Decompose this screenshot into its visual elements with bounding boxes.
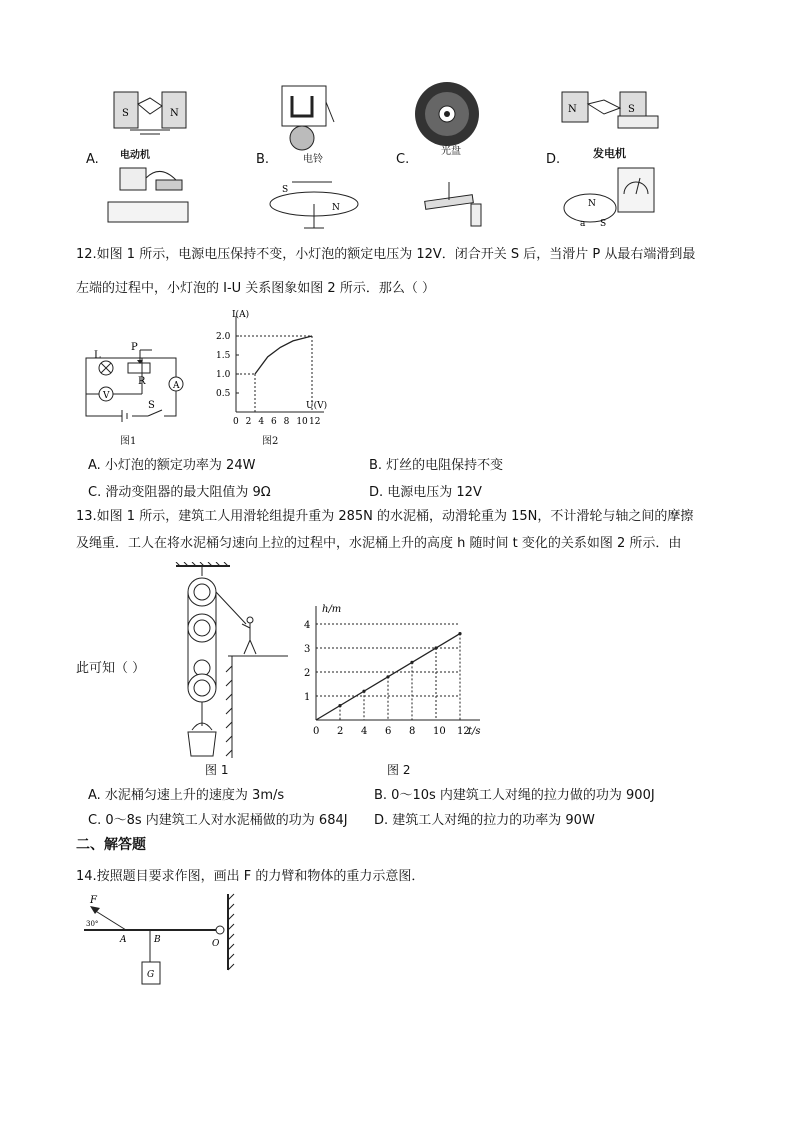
y-tick-label: 1 bbox=[304, 692, 311, 703]
svg-text:S: S bbox=[628, 104, 635, 115]
x-axis-label: t/s bbox=[468, 726, 481, 737]
label-P: P bbox=[131, 342, 138, 353]
q12-stem-line2: 左端的过程中，小灯泡的 I-U 关系图象如图 2 所示．那么（ ） bbox=[76, 281, 435, 296]
q13-option-c[interactable]: C. 0～8s 内建筑工人对水泥桶做的功为 684J bbox=[88, 813, 348, 828]
q13-fig2-label: 图 2 bbox=[387, 763, 411, 777]
x-tick-label: 12 bbox=[457, 726, 470, 737]
q13-stem-line2: 及绳重．工人在将水泥桶匀速向上拉的过程中，水泥桶上升的高度 h 随时间 t 变化的关系如图 2 所示．由 bbox=[76, 536, 682, 551]
y-axis-label: h/m bbox=[322, 604, 342, 615]
y-tick-label: 2.0 bbox=[216, 332, 231, 342]
option-d-letter: D. bbox=[546, 152, 561, 167]
q12-stem-line1: 12.如图 1 所示，电源电压保持不变，小灯泡的额定电压为 12V．闭合开关 S 后，当滑片 P 从最右端滑到最 bbox=[76, 247, 696, 262]
label-R: R bbox=[138, 376, 146, 387]
svg-text:S: S bbox=[122, 108, 129, 119]
y-axis-label: I(A) bbox=[232, 310, 250, 320]
label-B: B bbox=[154, 935, 161, 945]
svg-text:S: S bbox=[282, 185, 289, 195]
y-tick-label: 0.5 bbox=[216, 389, 231, 399]
x-tick-label: 4 bbox=[361, 726, 368, 737]
q14-lever-diagram bbox=[80, 890, 240, 994]
option-c-letter: C. bbox=[396, 152, 410, 167]
q12-circuit-diagram bbox=[82, 336, 192, 426]
option-a-letter: A. bbox=[86, 152, 99, 167]
svg-text:N: N bbox=[332, 203, 340, 213]
y-tick-label: 3 bbox=[304, 644, 311, 655]
section-heading: 二、解答题 bbox=[76, 837, 146, 853]
motor-illustration bbox=[100, 84, 200, 232]
q11-options bbox=[0, 0, 794, 240]
label-G: G bbox=[147, 970, 155, 980]
x-tick-label: 10 bbox=[296, 417, 308, 427]
svg-text:N: N bbox=[170, 108, 179, 119]
q12-option-b[interactable]: B. 灯丝的电阻保持不变 bbox=[369, 458, 504, 473]
q12-iu-chart bbox=[212, 308, 332, 430]
x-tick-label: 10 bbox=[433, 726, 446, 737]
option-a-caption: 电动机 bbox=[120, 150, 150, 161]
q12-fig2-label: 图2 bbox=[262, 436, 279, 447]
x-tick-label: 2 bbox=[337, 726, 344, 737]
y-tick-label: 2 bbox=[304, 668, 311, 679]
label-F: F bbox=[90, 895, 97, 906]
q13-h-t-chart bbox=[298, 602, 498, 750]
y-tick-label: 4 bbox=[304, 620, 311, 631]
q13-stem-line3: 此可知（ ） bbox=[76, 661, 146, 676]
q13-stem-line1: 13.如图 1 所示，建筑工人用滑轮组提升重为 285N 的水泥桶，动滑轮重为 15N，不计滑轮与轴之间的摩擦 bbox=[76, 509, 694, 524]
option-c-caption: 光盘 bbox=[441, 146, 461, 157]
x-tick-label: 2 bbox=[245, 417, 252, 427]
x-tick-label: 0 bbox=[233, 417, 239, 427]
q12-option-c[interactable]: C. 滑动变阻器的最大阻值为 9Ω bbox=[88, 485, 271, 500]
x-tick-label: 8 bbox=[283, 417, 290, 427]
option-b-caption: 电铃 bbox=[303, 154, 323, 165]
q12-option-a[interactable]: A. 小灯泡的额定功率为 24W bbox=[88, 458, 256, 473]
q12-fig1-label: 图1 bbox=[120, 436, 137, 447]
label-L: L bbox=[94, 350, 101, 361]
y-tick-label: 1.5 bbox=[216, 351, 231, 361]
x-axis-label: U(V) bbox=[306, 401, 328, 411]
svg-text:S: S bbox=[600, 219, 607, 229]
x-tick-label: 8 bbox=[409, 726, 416, 737]
h-t-line bbox=[316, 634, 460, 720]
label-S: S bbox=[148, 400, 155, 411]
x-tick-label: 6 bbox=[385, 726, 392, 737]
svg-text:N: N bbox=[568, 104, 577, 115]
q14-stem: 14.按照题目要求作图，画出 F 的力臂和物体的重力示意图． bbox=[76, 869, 425, 884]
label-A: A bbox=[120, 935, 127, 945]
y-tick-label: 1.0 bbox=[216, 370, 231, 380]
label-angle: 30° bbox=[86, 920, 99, 928]
x-tick-label: 12 bbox=[309, 417, 321, 427]
label-V: V bbox=[103, 391, 110, 401]
label-O: O bbox=[212, 939, 220, 949]
q13-pulley-diagram bbox=[172, 562, 292, 762]
q13-option-a[interactable]: A. 水泥桶匀速上升的速度为 3m/s bbox=[88, 788, 285, 803]
option-b-letter: B. bbox=[256, 152, 270, 167]
label-A: A bbox=[173, 381, 180, 391]
svg-text:N: N bbox=[588, 199, 596, 209]
q13-option-b[interactable]: B. 0～10s 内建筑工人对绳的拉力做的功为 900J bbox=[374, 788, 655, 803]
svg-text:a: a bbox=[580, 219, 586, 229]
option-d-caption: 发电机 bbox=[593, 147, 626, 160]
q12-option-d[interactable]: D. 电源电压为 12V bbox=[369, 485, 482, 500]
q13-fig1-label: 图 1 bbox=[205, 763, 229, 777]
x-tick-label: 0 bbox=[313, 726, 320, 737]
iu-curve bbox=[255, 336, 312, 374]
x-tick-label: 6 bbox=[271, 417, 277, 427]
q13-option-d[interactable]: D. 建筑工人对绳的拉力的功率为 90W bbox=[374, 813, 595, 828]
x-tick-label: 4 bbox=[258, 417, 265, 427]
